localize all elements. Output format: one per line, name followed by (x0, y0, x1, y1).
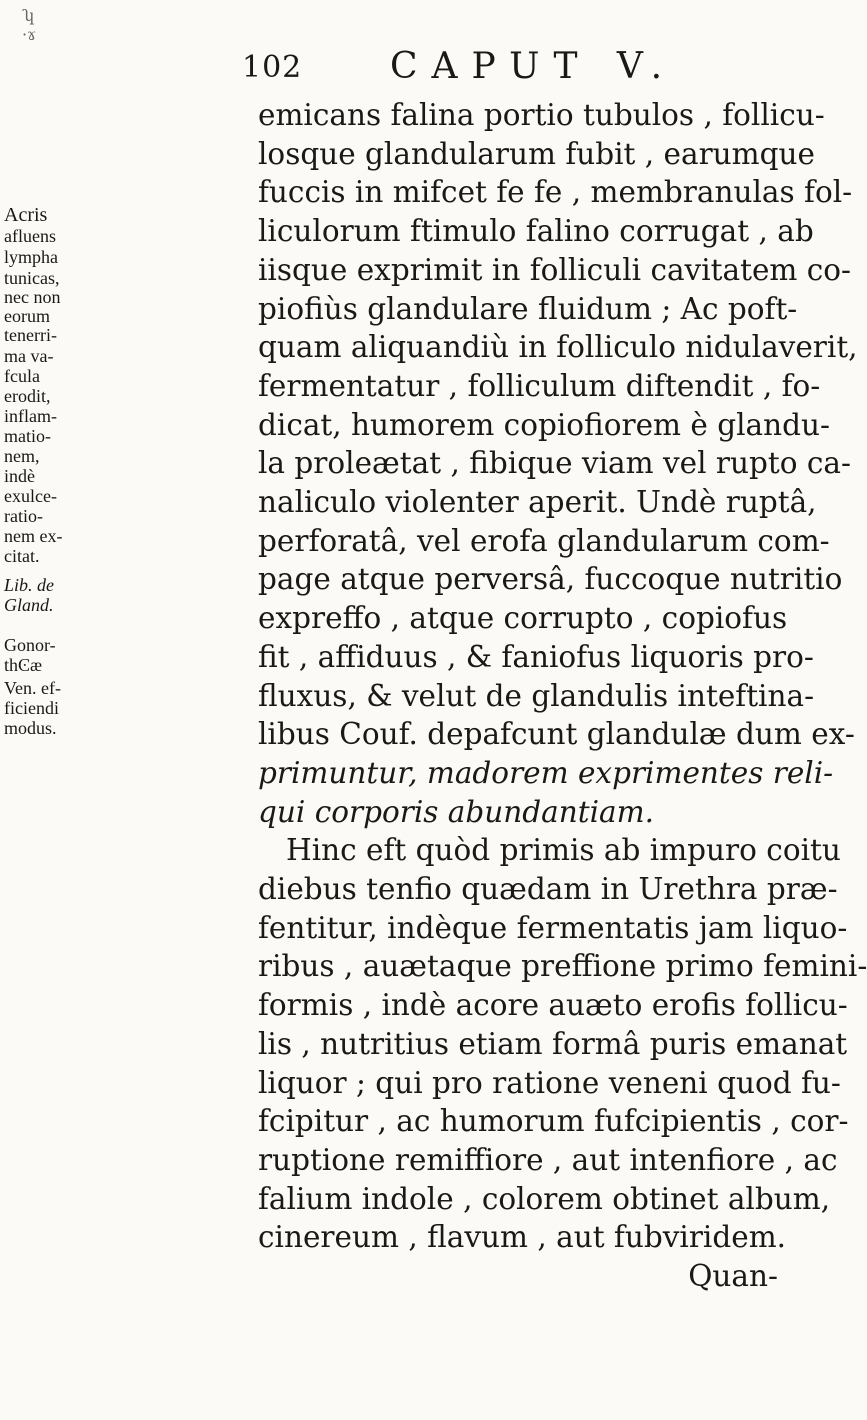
text-line: libus Couf. depafcunt glandulæ dum ex- (258, 717, 855, 752)
text-line: perforatâ, vel erofa glandularum com- (258, 523, 830, 558)
body-text (258, 96, 867, 1296)
page-number: 102 (242, 50, 303, 85)
text-line: ribus , auætaque preffione primo femini- (258, 949, 867, 984)
margin-note: Gonor- (4, 635, 56, 655)
margin-note: exulce- (4, 486, 57, 506)
text-line: fcipitur , ac humorum fufcipientis , cor- (258, 1104, 849, 1139)
text-line: falium indole , colorem obtinet album, (258, 1181, 831, 1216)
text-line: liculorum ftimulo falino corrugat , ab (258, 214, 814, 249)
margin-note-reference: Lib. de (4, 575, 55, 595)
text-line: fit , affiduus , & faniofus liquoris pro- (258, 639, 814, 674)
text-line: fermentatur , folliculum diftendit , fo- (258, 368, 821, 403)
text-line: naliculo violenter aperit. Undè ruptâ, (258, 485, 817, 520)
text-line: liquor ; qui pro ratione veneni quod fu- (258, 1065, 841, 1100)
margin-note: ma va- (4, 346, 54, 366)
margin-note: fcula (4, 366, 40, 386)
margin-note: ficiendi (4, 698, 59, 718)
text-line: emicans falina portio tubulos , follicu- (258, 98, 825, 132)
running-head: CAPUT V. (390, 46, 677, 87)
margin-note: modus. (4, 718, 57, 738)
text-line: dicat, humorem copiofiorem è glandu- (258, 407, 830, 442)
margin-note-reference: Gland. (4, 595, 54, 615)
text-line: lis , nutritius etiam formâ puris emanat (258, 1026, 848, 1061)
text-line: formis , indè acore auæto erofis follicu- (258, 988, 848, 1023)
text-line: diebus tenfio quædam in Urethra præ- (258, 872, 838, 907)
text-line: piofiùs glandulare fluidum ; Ac poft- (258, 291, 798, 326)
catchword: Quan- (688, 1259, 778, 1294)
text-line-italic: qui corporis abundantiam. (258, 794, 654, 829)
corner-smudge-mark: ʮ ·ɤ (22, 6, 37, 44)
text-line: cinereum , flavum , aut fubviridem. (258, 1220, 787, 1255)
text-line: expreffo , atque corrupto , copiofus (258, 601, 788, 636)
margin-note: citat. (4, 546, 40, 566)
margin-note: Acris (4, 204, 48, 226)
margin-note: ratio- (4, 506, 43, 526)
margin-note: nem ex- (4, 526, 63, 546)
margin-note: Ven. ef- (4, 678, 61, 698)
text-line: fluxus, & velut de glandulis inteftina- (258, 678, 815, 713)
text-line: page atque perversâ, fuccoque nutritio (258, 562, 843, 597)
margin-note: afluens (4, 226, 56, 246)
margin-note: tunicas, (4, 268, 60, 288)
text-line: la proleætat , fibique viam vel rupto ca- (258, 446, 851, 481)
text-line: iisque exprimit in folliculi cavitatem co- (258, 252, 852, 287)
margin-note: thϾæ (4, 655, 43, 675)
text-line: fentitur, indèque fermentatis jam liquo- (258, 910, 848, 945)
paragraph-first-line: Hinc eft quòd primis ab impuro coitu (286, 833, 841, 868)
text-line: fuccis in mifcet fe fe , membranulas fol- (258, 175, 853, 210)
text-line-italic: primuntur, madorem exprimentes reli- (258, 755, 834, 790)
margin-note: eorum (4, 306, 50, 326)
text-line: quam aliquandiù in folliculo nidulaverit, (258, 330, 858, 365)
margin-note: lympha (4, 247, 58, 267)
text-line: ruptione remiffiore , aut intenfiore , ac (258, 1142, 838, 1177)
margin-note: matio- (4, 426, 51, 446)
margin-note: nem, (4, 446, 40, 466)
text-line: losque glandularum fubit , earumque (258, 136, 815, 171)
margin-note: inflam- (4, 406, 57, 426)
margin-note: erodit, (4, 386, 51, 406)
page-header (0, 42, 800, 92)
margin-note: indè (4, 466, 35, 486)
margin-note: nec non (4, 287, 61, 307)
margin-note: tenerri- (4, 325, 57, 345)
